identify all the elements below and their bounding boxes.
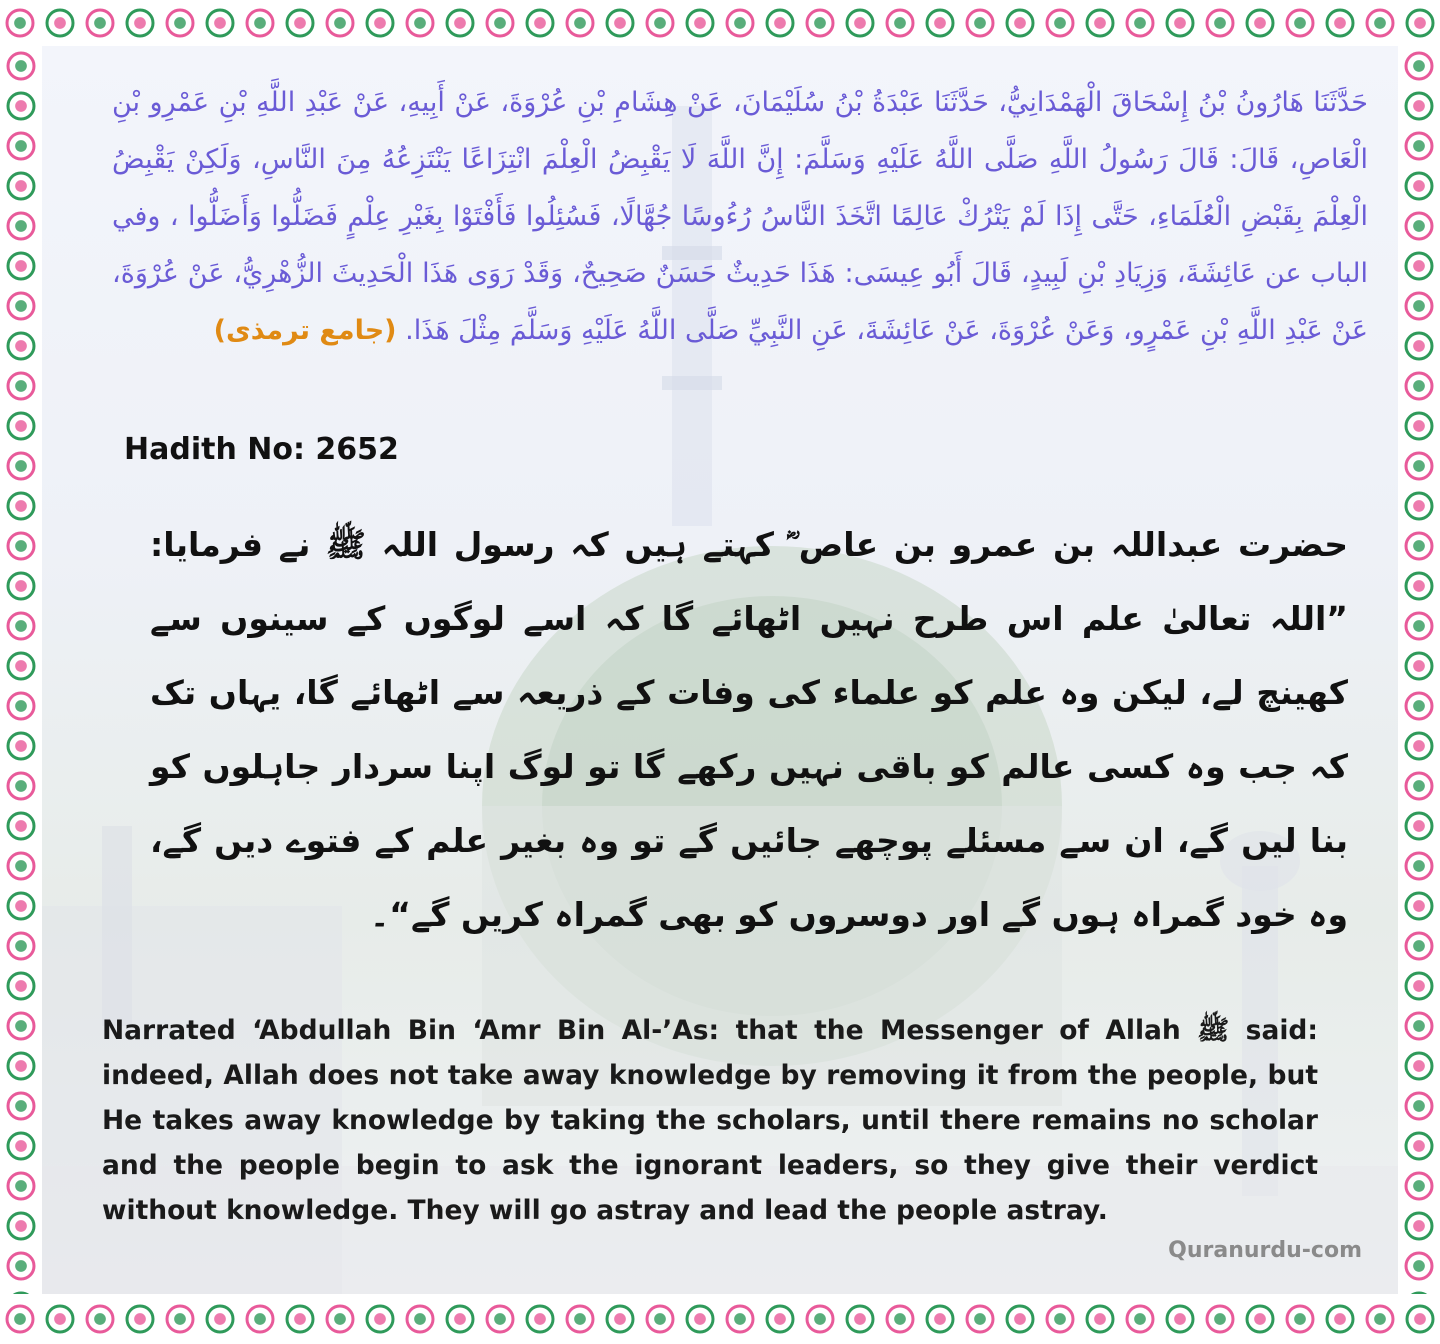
decorative-border-bottom [0,1294,1440,1340]
decorative-border-left [0,46,42,1294]
arabic-text: حَدَّثَنَا هَارُونُ بْنُ إِسْحَاقَ الْهَمْدَانِيُّ، حَدَّثَنَا عَبْدَةُ بْنُ سُلَيْمَانَ، عَنْ هِشَامِ بْنِ عُرْوَةَ، عَنْ أَبِيهِ، عَنْ عَبْدِ اللَّهِ بْنِ عَمْرِو بْنِ الْعَاصِ، قَالَ: قَالَ رَسُولُ اللَّهِ صَلَّى اللَّهُ عَلَيْهِ وَسَلَّمَ: إِنَّ اللَّهَ لَا يَقْبِضُ الْعِلْمَ انْتِزَاعًا يَنْتَزِعُهُ مِنَ النَّاسِ، وَلَكِنْ يَقْبِضُ الْعِلْمَ بِقَبْضِ الْعُلَمَاءِ، حَتَّى إِذَا لَمْ يَتْرُكْ عَالِمًا اتَّخَذَ النَّاسُ رُءُوسًا جُهَّالًا، فَسُئِلُوا فَأَفْتَوْا بِغَيْرِ عِلْمٍ فَضَلُّوا وَأَضَلُّوا ، وفي الباب عن عَائِشَةَ، وَزِيَادِ بْنِ لَبِيدٍ، قَالَ أَبُو عِيسَى: هَذَا حَدِيثٌ حَسَنٌ صَحِيحٌ، وَقَدْ رَوَى هَذَا الْحَدِيثَ الزُّهْرِيُّ، عَنْ عُرْوَةَ، عَنْ عَبْدِ اللَّهِ بْنِ عَمْرٍو، وَعَنْ عُرْوَةَ، عَنْ عَائِشَةَ، عَنِ النَّبِيِّ صَلَّى اللَّهُ عَلَيْهِ وَسَلَّمَ مِثْلَ هَذَا. [112,87,1368,346]
site-watermark: Quranurdu-com [1168,1238,1362,1263]
hadith-number: Hadith No: 2652 [124,432,399,467]
decorative-border-top [0,0,1440,46]
arabic-hadith-text [112,74,1368,359]
decorative-border-right [1398,46,1440,1294]
urdu-translation: حضرت عبداللہ بن عمرو بن عاص ؓ کہتے ہیں کہ رسول اللہ ﷺ نے فرمایا: ”اللہ تعالیٰ علم اس طرح نہیں اٹھائے گا کہ اسے لوگوں کے سینوں سے کھینچ لے، لیکن وہ علم کو علماء کی وفات کے ذریعہ سے اٹھائے گا، یہاں تک کہ جب وہ کسی عالم کو باقی نہیں رکھے گا تو لوگ اپنا سردار جاہلوں کو بنا لیں گے، ان سے مسئلے پوچھے جائیں گے تو وہ بغیر علم کے فتوے دیں گے، وہ خود گمراہ ہوں گے اور دوسروں کو بھی گمراہ کریں گے“۔ [150,525,1348,934]
content-panel [42,46,1398,1294]
source-reference: (جامع ترمذی) [213,315,397,346]
english-translation: Narrated ‘Abdullah Bin ‘Amr Bin Al-’As: that the Messenger of Allah ﷺ said: indeed, Allah does not take away knowledge by removing it from the people, but He takes away knowledge by taking the scholars, until there remains no scholar and the people begin to ask the ignorant leaders, so they give their verdict without knowledge. They will go astray and lead the people astray. [102,1015,1318,1226]
